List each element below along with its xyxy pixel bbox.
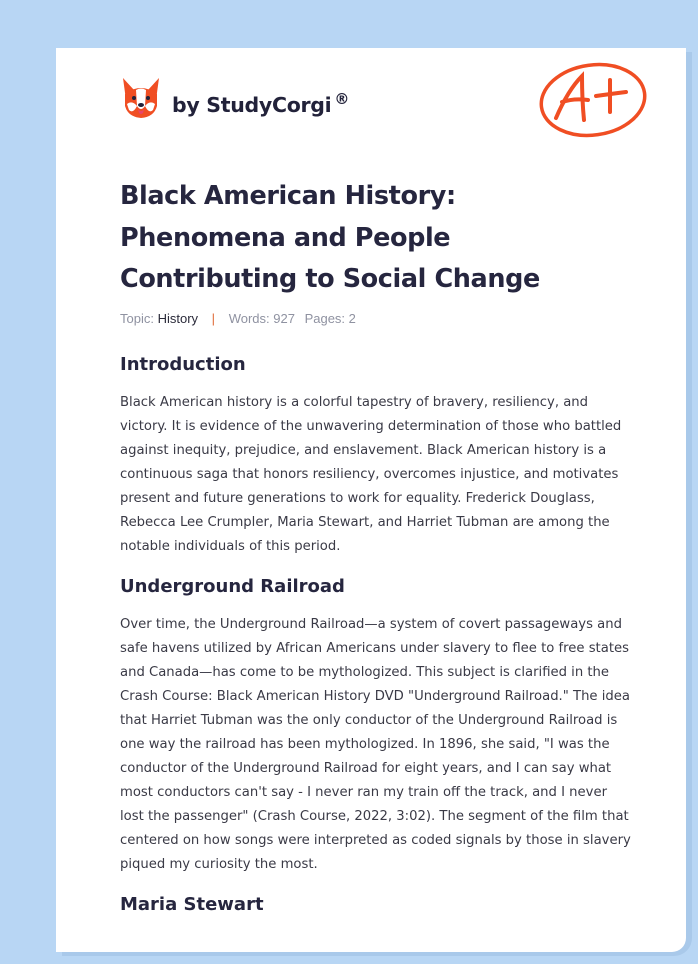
article-meta — [120, 311, 356, 326]
meta-separator: | — [211, 311, 216, 326]
section-heading-introduction: Introduction — [120, 354, 246, 375]
brand-name: by StudyCorgi ® — [172, 90, 350, 117]
page-title: Black American History: Phenomena and People Contributing to Social Change — [120, 181, 540, 294]
topic-label: Topic: — [120, 311, 154, 326]
grade-text: A+ — [538, 60, 540, 61]
section-heading-underground-railroad: Underground Railroad — [120, 576, 345, 597]
document-card — [56, 48, 686, 952]
registered-mark: ® — [334, 90, 350, 108]
a-plus-grade-icon — [538, 60, 650, 140]
section-text-introduction: Black American history is a colorful tapestry of bravery, resiliency, and victory. It is evidence of the unwavering determination of those who battled against inequity, prejudice, and enslavement. Black American history is a continuous saga that honors resiliency, overcomes injustice, and motivates present and future generations to work for equality. Frederick Douglass, Rebecca Lee Crumpler, Maria Stewart, and Harriet Tubman are among the notable individuals of this period. — [120, 395, 622, 554]
studycorgi-logo[interactable] — [120, 76, 350, 120]
word-count: Words: 927 — [228, 311, 295, 326]
page-count: Pages: 2 — [304, 311, 356, 326]
section-heading-maria-stewart: Maria Stewart — [120, 894, 264, 915]
section-text-underground-railroad: Over time, the Underground Railroad—a system of covert passageways and safe havens utilized by African Americans under slavery to flee to free states and Canada—has come to be mythologized. This subject is clarified in the Crash Course: Black American History DVD "Underground Railroad." The idea that Harriet Tubman was the only conductor of the Underground Railroad is one way the railroad has been mythologized. In 1896, she said, "I was the conductor of the Underground Railroad for eight years, and I can say what most conductors can't say - I never ran my train off the track, and I never lost the passenger" (Crash Course, 2022, 3:02). The segment of the film that centered on how songs were interpreted as coded signals by those in slavery piqued my curiosity the most. — [120, 617, 631, 872]
corgi-logo-icon — [120, 76, 162, 120]
topic-link[interactable]: History — [157, 311, 199, 326]
